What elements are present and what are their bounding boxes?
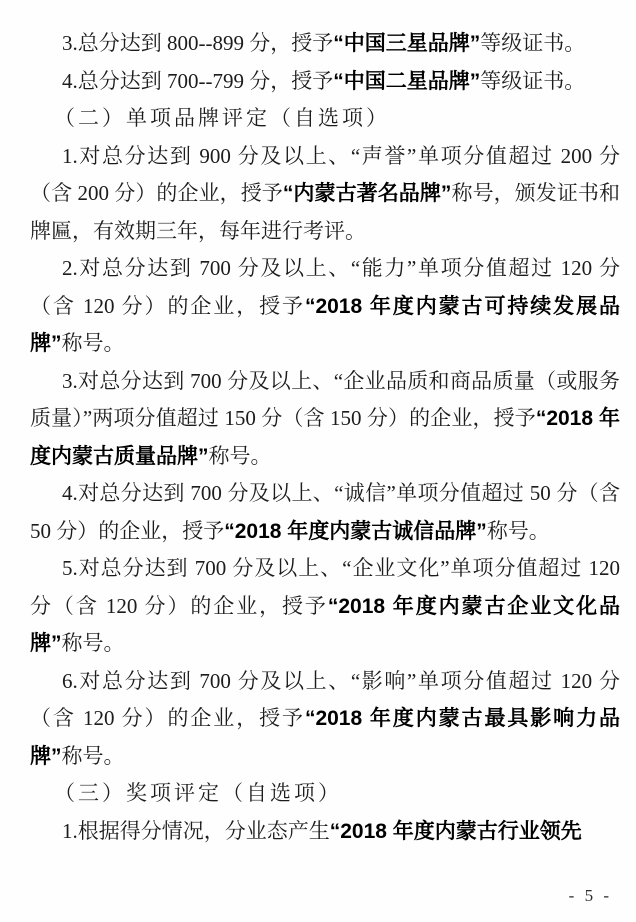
heading-text: （二）单项品牌评定（自选项） [54, 106, 390, 130]
text-run: 3.总分达到 800--899 分，授予 [62, 31, 334, 55]
text-run: 1.根据得分情况，分业态产生 [62, 818, 330, 843]
bold-brand-name: “2018 年度内蒙古质量品牌” [30, 407, 620, 468]
para-item-5-culture [30, 550, 620, 663]
text-run: 2.对总分达到 700 分及以上、“能力”单项分值超过 120 分（含 120 分）的企业，授予 [30, 256, 620, 318]
text-run: 称号，颁发证书和牌匾，有效期三年，每年进行考评。 [30, 181, 621, 243]
para-item-1-reputation [30, 138, 620, 251]
para-item-4-integrity [30, 475, 620, 550]
para-award-1 [30, 813, 620, 851]
heading-section-3 [30, 775, 620, 813]
document-body [30, 25, 620, 850]
text-run: 称号。 [486, 518, 550, 543]
text-run: 称号。 [208, 443, 272, 468]
bold-brand-name: “2018 年度内蒙古企业文化品牌” [30, 594, 620, 655]
text-run: 称号。 [61, 331, 125, 355]
text-run: 等级证书。 [480, 31, 586, 55]
text-run: 称号。 [61, 743, 125, 768]
heading-text: （三）奖项评定（自选项） [54, 781, 342, 805]
heading-section-2 [30, 100, 620, 138]
bold-brand-name: “中国三星品牌” [333, 32, 481, 55]
text-run: 4.对总分达到 700 分及以上、“诚信”单项分值超过 50 分（含 50 分）的企业，授予 [30, 481, 620, 543]
bold-brand-name: “内蒙古著名品牌” [282, 182, 452, 205]
text-run: 5.对总分达到 700 分及以上、“企业文化”单项分值超过 120 分（含 120 分）的企业，授予 [30, 556, 620, 618]
text-run: 6.对总分达到 700 分及以上、“影响”单项分值超过 120 分（含 120 分）的企业，授予 [30, 668, 620, 730]
text-run: 等级证书。 [480, 68, 586, 93]
text-run: 称号。 [61, 631, 125, 655]
bold-brand-name: “2018 年度内蒙古最具影响力品牌” [30, 707, 621, 768]
text-run: 3.对总分达到 700 分及以上、“企业品质和商品质量（或服务质量）”两项分值超过 150 分（含 150 分）的企业，授予 [30, 368, 620, 430]
para-item-3-quality [30, 363, 620, 476]
para-rating-2star [30, 63, 620, 101]
para-item-2-capability [30, 250, 620, 363]
bold-brand-name: “2018 年度内蒙古诚信品牌” [224, 519, 487, 543]
para-rating-3star [30, 25, 620, 63]
bold-brand-name: “2018 年度内蒙古可持续发展品牌” [30, 294, 621, 355]
page-number: - 5 - [568, 886, 612, 905]
para-item-6-influence [30, 663, 620, 776]
bold-brand-name: “2018 年度内蒙古行业领先 [329, 819, 582, 843]
bold-brand-name: “中国二星品牌” [333, 69, 481, 93]
text-run: 4.总分达到 700--799 分，授予 [62, 68, 334, 93]
text-run: 1.对总分达到 900 分及以上、“声誉”单项分值超过 200 分（含 200 分）的企业，授予 [30, 143, 620, 205]
